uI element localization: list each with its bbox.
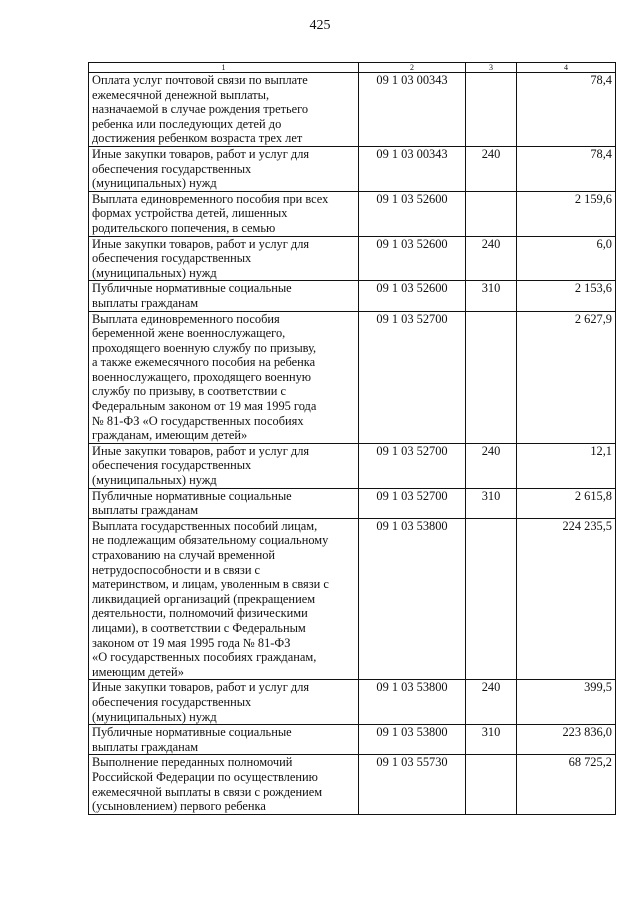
table-row	[89, 680, 616, 725]
row-expense-type	[466, 755, 517, 814]
table-row	[89, 725, 616, 755]
row-amount: 399,5	[517, 680, 616, 725]
row-expense-type: 310	[466, 725, 517, 755]
table-row	[89, 311, 616, 443]
row-amount: 2 153,6	[517, 281, 616, 311]
row-amount: 12,1	[517, 443, 616, 488]
row-expense-type: 240	[466, 443, 517, 488]
row-classification-code: 09 1 03 53800	[359, 518, 466, 680]
row-description: Иные закупки товаров, работ и услуг для обеспечения государственных (муниципальных) нужд	[89, 236, 359, 281]
column-header-2: 2	[359, 63, 466, 73]
row-amount: 78,4	[517, 73, 616, 147]
row-classification-code: 09 1 03 53800	[359, 725, 466, 755]
row-classification-code: 09 1 03 00343	[359, 146, 466, 191]
row-expense-type	[466, 311, 517, 443]
row-amount: 224 235,5	[517, 518, 616, 680]
row-classification-code: 09 1 03 52600	[359, 191, 466, 236]
row-description: Выполнение переданных полномочий Российской Федерации по осуществлению ежемесячной выплаты в связи с рождением (усыновлением) первого ребенка	[89, 755, 359, 814]
row-classification-code: 09 1 03 52600	[359, 236, 466, 281]
row-expense-type	[466, 518, 517, 680]
row-description: Оплата услуг почтовой связи по выплате ежемесячной денежной выплаты, назначаемой в случае рождения третьего ребенка или последующих детей до достижения ребенком возраста трех лет	[89, 73, 359, 147]
table-row	[89, 518, 616, 680]
row-description: Иные закупки товаров, работ и услуг для обеспечения государственных (муниципальных) нужд	[89, 146, 359, 191]
row-expense-type	[466, 191, 517, 236]
row-classification-code: 09 1 03 52600	[359, 281, 466, 311]
row-amount: 2 615,8	[517, 488, 616, 518]
row-amount: 68 725,2	[517, 755, 616, 814]
row-expense-type: 240	[466, 146, 517, 191]
row-classification-code: 09 1 03 52700	[359, 488, 466, 518]
row-amount: 6,0	[517, 236, 616, 281]
row-expense-type: 240	[466, 680, 517, 725]
table-header	[89, 63, 616, 73]
page-number: 425	[309, 18, 331, 33]
row-description: Публичные нормативные социальные выплаты гражданам	[89, 281, 359, 311]
row-amount: 2 159,6	[517, 191, 616, 236]
budget-table	[88, 62, 616, 815]
table-row	[89, 73, 616, 147]
row-classification-code: 09 1 03 52700	[359, 443, 466, 488]
row-classification-code: 09 1 03 00343	[359, 73, 466, 147]
row-classification-code: 09 1 03 52700	[359, 311, 466, 443]
table-row	[89, 443, 616, 488]
table-row	[89, 488, 616, 518]
row-expense-type: 310	[466, 488, 517, 518]
row-expense-type: 240	[466, 236, 517, 281]
column-header-1: 1	[89, 63, 359, 73]
row-description: Публичные нормативные социальные выплаты гражданам	[89, 488, 359, 518]
table-row	[89, 236, 616, 281]
table-row	[89, 146, 616, 191]
table-row	[89, 191, 616, 236]
table-row	[89, 755, 616, 814]
row-description: Публичные нормативные социальные выплаты гражданам	[89, 725, 359, 755]
row-amount: 78,4	[517, 146, 616, 191]
row-description: Иные закупки товаров, работ и услуг для обеспечения государственных (муниципальных) нужд	[89, 680, 359, 725]
row-classification-code: 09 1 03 55730	[359, 755, 466, 814]
row-description: Выплата единовременного пособия беременной жене военнослужащего, проходящего военную службу по призыву, а также ежемесячного пособия на ребенка военнослужащего, проходящего военную службу по призыву, в соответствии с Федеральным законом от 19 мая 1995 года № 81-ФЗ «О государственных пособиях гражданам, имеющим детей»	[89, 311, 359, 443]
row-classification-code: 09 1 03 53800	[359, 680, 466, 725]
row-description: Выплата государственных пособий лицам, не подлежащим обязательному социальному страхованию на случай временной нетрудоспособности и в связи с материнством, и лицам, уволенным в связи с ликвидацией организаций (прекращением деятельности, полномочий физическими лицами), в соответствии с Федеральным законом от 19 мая 1995 года № 81-ФЗ «О государственных пособиях гражданам, имеющим детей»	[89, 518, 359, 680]
row-amount: 2 627,9	[517, 311, 616, 443]
table-body	[89, 73, 616, 815]
column-header-4: 4	[517, 63, 616, 73]
row-expense-type: 310	[466, 281, 517, 311]
row-description: Иные закупки товаров, работ и услуг для обеспечения государственных (муниципальных) нужд	[89, 443, 359, 488]
row-expense-type	[466, 73, 517, 147]
row-description: Выплата единовременного пособия при всех формах устройства детей, лишенных родительского попечения, в семью	[89, 191, 359, 236]
row-amount: 223 836,0	[517, 725, 616, 755]
column-header-3: 3	[466, 63, 517, 73]
table-row	[89, 281, 616, 311]
